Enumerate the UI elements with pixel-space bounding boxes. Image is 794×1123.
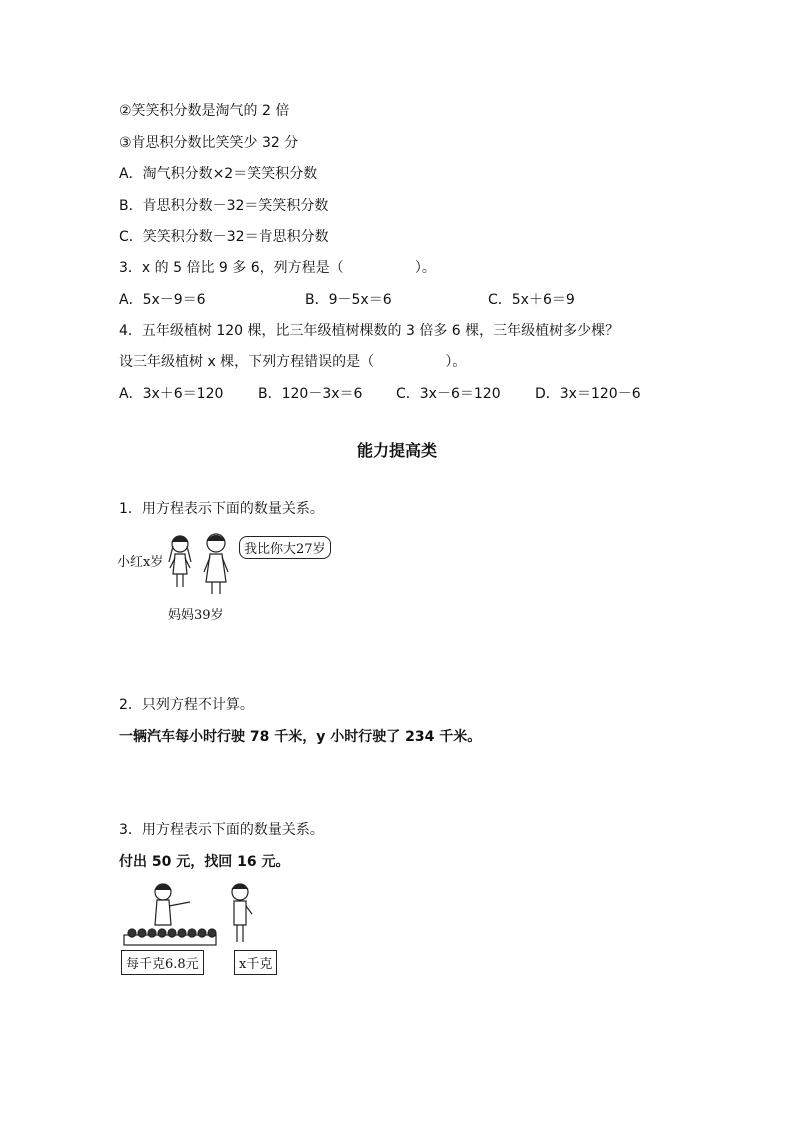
problem-2-text: 一辆汽车每小时行驶 78 千米，y 小时行驶了 234 千米。 (119, 729, 482, 745)
price-label-box: 每千克6.8元 (121, 950, 204, 975)
question-4-stem-2: 设三年级植树 x 棵，下列方程错误的是（ ）。 (119, 354, 467, 370)
q4-option-d: D．3x＝120－6 (535, 386, 641, 402)
problem-3-text: 付出 50 元，找回 16 元。 (119, 854, 290, 870)
q4-option-b: B．120－3x＝6 (258, 386, 363, 402)
section-title: 能力提高类 (356, 441, 437, 460)
q4-option-a: A．3x＋6＝120 (119, 386, 224, 402)
q3-option-c: C．5x＋6＝9 (488, 292, 575, 308)
speech-bubble: 我比你大27岁 (239, 536, 331, 559)
question-4-stem-1: 4．五年级植树 120 棵，比三年级植树棵数的 3 倍多 6 棵，三年级植树多少棵？ (119, 323, 620, 339)
problem-2-stem: 2．只列方程不计算。 (119, 697, 254, 713)
seller-figure (155, 884, 190, 925)
q3-option-a: A．5x－9＝6 (119, 292, 206, 308)
option-a: A．淘气积分数×2＝笑笑积分数 (119, 166, 318, 182)
fruit-basket (124, 929, 216, 945)
question-3-stem: 3．x 的 5 倍比 9 多 6，列方程是（ ）。 (119, 260, 436, 276)
quantity-label-box: x千克 (234, 950, 277, 975)
fruit-seller-illustration (118, 880, 288, 950)
girl-figure (169, 536, 191, 587)
boy-figure (232, 884, 252, 942)
option-c: C．笑笑积分数－32＝肯思积分数 (119, 229, 329, 245)
mom-figure (204, 534, 228, 594)
option-b: B．肯思积分数－32＝笑笑积分数 (119, 198, 329, 214)
problem-3-stem: 3．用方程表示下面的数量关系。 (119, 822, 324, 838)
mom-age-label: 妈妈39岁 (168, 608, 224, 623)
condition-2: ②笑笑积分数是淘气的 2 倍 (119, 103, 290, 119)
q4-option-c: C．3x－6＝120 (396, 386, 501, 402)
q3-option-b: B．9－5x＝6 (305, 292, 392, 308)
girl-age-label: 小红x岁 (117, 555, 164, 570)
condition-3: ③肯思积分数比笑笑少 32 分 (119, 135, 299, 151)
problem-1-stem: 1．用方程表示下面的数量关系。 (119, 501, 324, 517)
girl-and-mom-illustration (166, 532, 236, 602)
